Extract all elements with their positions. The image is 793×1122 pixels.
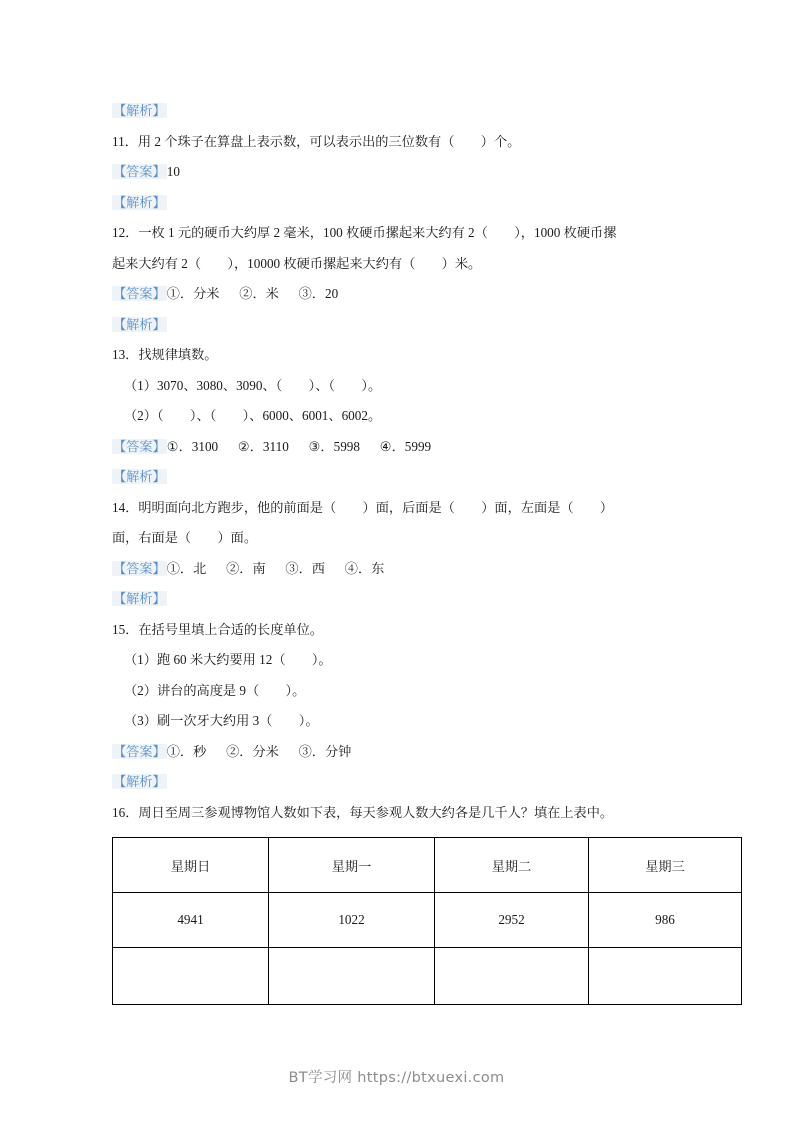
analysis-tag: 【解析】: [113, 316, 166, 332]
analysis-tag: 【解析】: [113, 774, 166, 789]
question-15-text: 15．在括号里填上合适的长度单位。: [112, 621, 323, 637]
question-15-sub-3: （3）刷一次牙大约用 3（ ）。: [124, 713, 319, 728]
table-header-cell: 星期二: [435, 838, 589, 893]
question-13-sub-2: （2）（ ）、（ ）、6000、6001、6002。: [124, 408, 382, 423]
question-14-answer-value: ①．北 ②．南 ③．西 ④．东: [166, 560, 385, 576]
question-11-analysis: [112, 188, 742, 219]
question-14-line-2: 面，右面是（ ）面。: [112, 530, 258, 545]
table-header-cell: 星期三: [589, 838, 742, 893]
document-content: [112, 96, 742, 1005]
analysis-tag: 【解析】: [113, 103, 166, 118]
question-12-line-1: 12．一枚 1 元的硬币大约厚 2 毫米，100 枚硬币摞起来大约有 2（ ），1000 枚硬币摞: [112, 225, 617, 240]
table-cell: 1022: [269, 893, 435, 948]
table-row-blank[interactable]: [113, 948, 742, 1005]
answer-tag: 【答案】: [113, 164, 166, 179]
question-11-text: 11．用 2 个珠子在算盘上表示数，可以表示出的三位数有（ ）个。: [112, 133, 521, 149]
answer-tag: 【答案】: [113, 438, 166, 454]
question-12-answer: [112, 279, 742, 310]
question-13-answer: [112, 432, 742, 463]
table-cell-blank[interactable]: [113, 948, 269, 1005]
table-cell: 986: [589, 893, 742, 948]
table-cell-blank[interactable]: [589, 948, 742, 1005]
analysis-label-top: [112, 96, 742, 127]
question-11-answer: [112, 157, 742, 188]
question-14-line-1: 14．明明面向北方跑步，他的前面是（ ）面，后面是（ ）面，左面是（ ）: [112, 499, 614, 515]
museum-visitors-table-wrap: [112, 837, 742, 1005]
question-12-line-2: 起来大约有 2（ ），10000 枚硬币摞起来大约有（ ）米。: [112, 255, 482, 271]
question-15-analysis: [112, 767, 742, 798]
question-12-answer-value: ①．分米 ②．米 ③．20: [166, 286, 339, 301]
question-16-text: 16．周日至周三参观博物馆人数如下表，每天参观人数大约各是几千人？填在上表中。: [112, 804, 614, 820]
analysis-tag: 【解析】: [113, 194, 166, 210]
answer-tag: 【答案】: [113, 743, 166, 759]
question-14-answer: [112, 554, 742, 585]
question-15-sub-2: （2）讲台的高度是 9（ ）。: [124, 682, 306, 698]
question-15-answer: [112, 737, 742, 768]
table-cell-blank[interactable]: [269, 948, 435, 1005]
table-cell-blank[interactable]: [435, 948, 589, 1005]
museum-visitors-table: [112, 837, 742, 1005]
question-15-sub-1: （1）跑 60 米大约要用 12（ ）。: [124, 652, 332, 667]
table-row: [113, 893, 742, 948]
question-15-answer-value: ①．秒 ②．分米 ③．分钟: [166, 743, 352, 759]
answer-tag: 【答案】: [113, 560, 166, 576]
table-header-cell: 星期日: [113, 838, 269, 893]
analysis-tag: 【解析】: [113, 591, 166, 606]
table-header-cell: 星期一: [269, 838, 435, 893]
analysis-tag: 【解析】: [113, 469, 166, 484]
answer-tag: 【答案】: [113, 286, 166, 301]
footer-watermark: BT学习网 https://btxuexi.com: [288, 1070, 505, 1086]
table-cell: 2952: [435, 893, 589, 948]
question-13-text: 13．找规律填数。: [112, 347, 218, 362]
question-13-analysis: [112, 462, 742, 493]
question-13-answer-value: ①．3100 ②．3110 ③．5998 ④．5999: [166, 438, 432, 454]
table-cell: 4941: [113, 893, 269, 948]
question-12-analysis: [112, 310, 742, 341]
question-11-answer-value: 10: [166, 164, 180, 179]
question-13-sub-1: （1）3070、3080、3090、（ ）、（ ）。: [124, 377, 382, 393]
question-14-analysis: [112, 584, 742, 615]
table-row-header: [113, 838, 742, 893]
